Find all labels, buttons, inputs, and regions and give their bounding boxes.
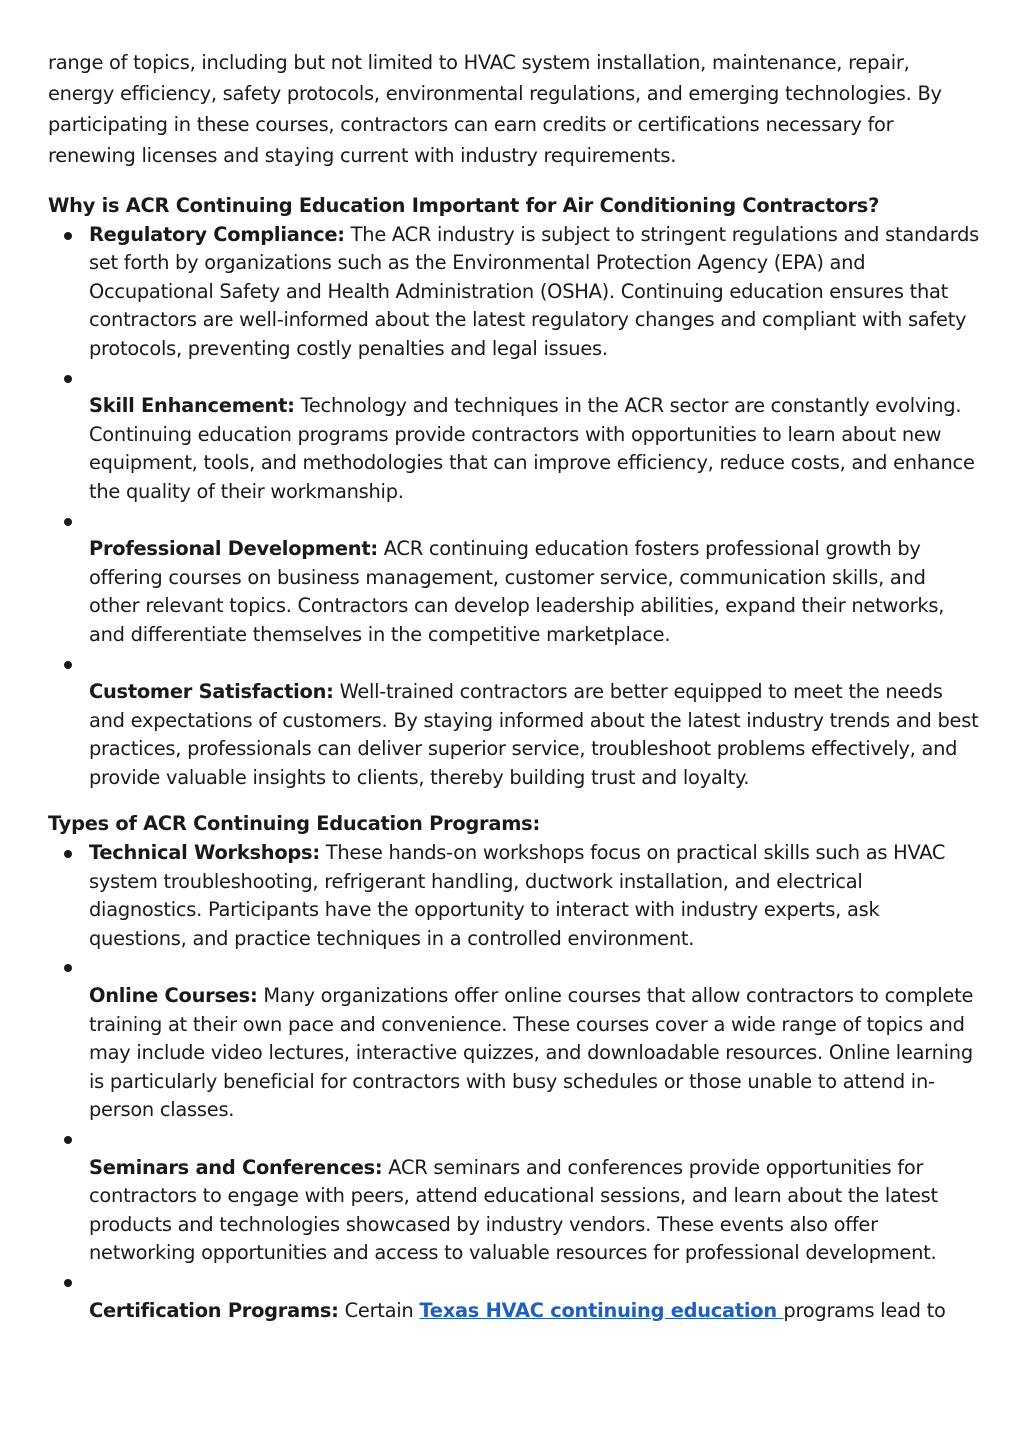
item-term: Regulatory Compliance: — [89, 222, 345, 246]
item-text: Technology and techniques in the ACR sector are constantly evolving. Continuing education programs provide contractors with opportunities to learn about new equipment, tools, and methodologies that can improve efficiency, reduce costs, and enhance the quality of their workmanship. — [89, 394, 975, 503]
list-item — [48, 1125, 980, 1268]
item-term: Technical Workshops: — [89, 841, 320, 865]
item-text: These hands-on workshops focus on practical skills such as HVAC system troubleshooting, refrigerant handling, ductwork installation, and electrical diagnostics. Participants have the opportunity to interact with industry experts, ask questions, and practice techniques in a controlled environment. — [89, 841, 946, 950]
item-text: ACR continuing education fosters professional growth by offering courses on business management, customer service, communication skills, and other relevant topics. Contractors can develop leadership abilities, expand their networks, and differentiate themselves in the competitive marketplace. — [89, 537, 945, 646]
item-text: ACR seminars and conferences provide opportunities for contractors to engage with peers, attend educational sessions, and learn about the latest products and technologies showcased by industry vendors. These events also offer networking opportunities and access to valuable resources for professional development. — [89, 1155, 938, 1265]
item-text: Certain — [338, 1298, 420, 1322]
item-term: Seminars and Conferences: — [89, 1155, 383, 1179]
program-types-list — [48, 839, 980, 1325]
item-text: Many organizations offer online courses that allow contractors to complete training at their own pace and convenience. These courses cover a wide range of topics and may include video lectures, interactive quizzes, and downloadable resources. Online learning is particularly beneficial for contractors with busy schedules or those unable to attend in-person classes. — [89, 984, 974, 1122]
item-term: Professional Development: — [89, 537, 378, 561]
item-term: Certification Programs: — [89, 1298, 339, 1322]
item-text: programs lead to — [783, 1298, 946, 1322]
section-heading-program-types: Types of ACR Continuing Education Programs: — [48, 812, 540, 836]
texas-hvac-ce-link[interactable]: Texas HVAC continuing education — [419, 1298, 784, 1322]
item-term: Online Courses: — [89, 984, 258, 1008]
list-item — [48, 364, 980, 507]
item-text: The ACR industry is subject to stringent regulations and standards set forth by organizations such as the Environmental Protection Agency (EPA) and Occupational Safety and Health Administration (OSHA). Continuing education ensures that contractors are well-informed about the latest regulatory changes and compliant with safety protocols, preventing costly penalties and legal issues. — [89, 222, 979, 360]
list-item — [48, 221, 980, 364]
list-item — [48, 1268, 980, 1325]
list-item — [48, 507, 980, 650]
intro-paragraph: range of topics, including but not limited to HVAC system installation, maintenance, repair, energy efficiency, safety protocols, environmental regulations, and emerging technologies. By participating in these courses, contractors can earn credits or certifications necessary for renewing licenses and staying current with industry requirements. — [48, 51, 942, 167]
importance-list — [48, 221, 980, 793]
list-item — [48, 650, 980, 793]
list-item — [48, 839, 980, 953]
section-heading-importance: Why is ACR Continuing Education Important for Air Conditioning Contractors? — [48, 194, 880, 217]
item-text: Well-trained contractors are better equipped to meet the needs and expectations of customers. By staying informed about the latest industry trends and best practices, professionals can deliver superior service, troubleshoot problems effectively, and provide valuable insights to clients, thereby building trust and loyalty. — [89, 680, 979, 789]
list-item — [48, 953, 980, 1125]
item-term: Skill Enhancement: — [89, 394, 295, 418]
item-term: Customer Satisfaction: — [89, 680, 334, 704]
